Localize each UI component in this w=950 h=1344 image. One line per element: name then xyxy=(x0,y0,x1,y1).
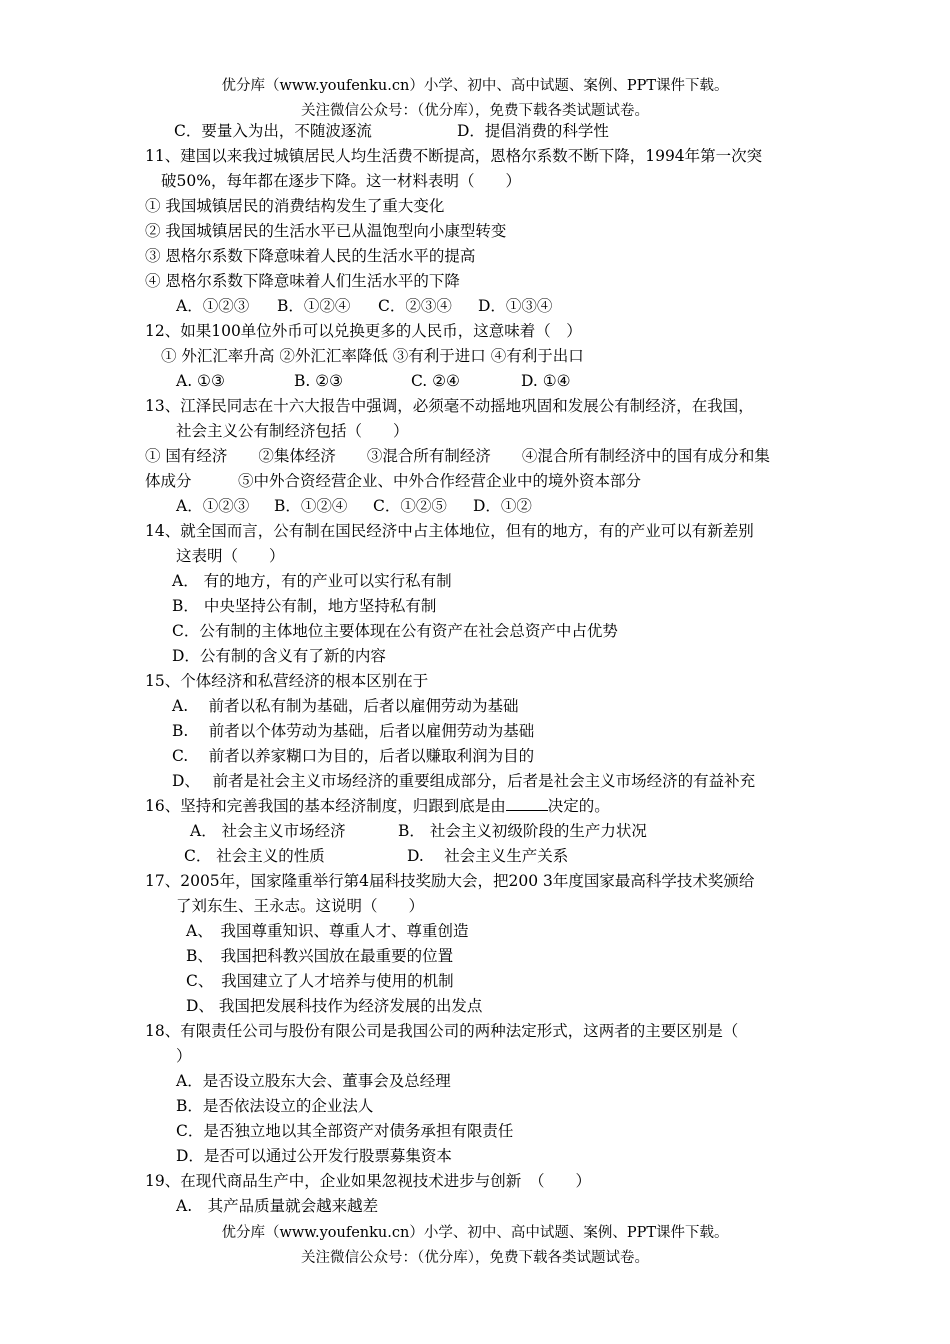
q13-items-2: 体成分 ⑤中外合资经营企业、中外合作经营企业中的境外资本部分 xyxy=(145,472,642,490)
header-line-1: 优分库（www.youfenku.cn）小学、初中、高中试题、案例、PPT课件下载。 xyxy=(221,78,729,94)
q16-stem-post: 决定的。 xyxy=(547,797,610,815)
q15-option-d: D、 前者是社会主义市场经济的重要组成部分，后者是社会主义市场经济的有益补充 xyxy=(172,772,756,790)
q11-stem-1: 11、建国以来我过城镇居民人均生活费不断提高，恩格尔系数不断下降，1994年第一次突 xyxy=(145,147,763,165)
header-line-2: 关注微信公众号：（优分库），免费下载各类试题试卷。 xyxy=(301,103,649,119)
q19-stem: 19、在现代商品生产中，企业如果忽视技术进步与创新 （ ） xyxy=(145,1172,591,1190)
q18-option-b: B．是否依法设立的企业法人 xyxy=(176,1097,374,1115)
q16-stem xyxy=(145,796,610,816)
q13-stem-2: 社会主义公有制经济包括（ ） xyxy=(176,422,409,440)
q18-option-c: C．是否独立地以其全部资产对债务承担有限责任 xyxy=(176,1122,514,1140)
q18-option-d: D．是否可以通过公开发行股票募集资本 xyxy=(176,1147,452,1165)
footer-line-1: 优分库（www.youfenku.cn）小学、初中、高中试题、案例、PPT课件下载。 xyxy=(221,1225,729,1241)
q12-option-d: D. ①④ xyxy=(521,372,571,390)
q14-option-b: B． 中央坚持公有制，地方坚持私有制 xyxy=(172,597,437,615)
q14-stem-2: 这表明（ ） xyxy=(176,547,285,565)
q14-option-a: A． 有的地方，有的产业可以实行私有制 xyxy=(172,572,452,590)
q16-option-c: C． 社会主义的性质 xyxy=(184,847,325,865)
q11-statement-2: ② 我国城镇居民的生活水平已从温饱型向小康型转变 xyxy=(145,222,507,240)
q11-option-d: D．①③④ xyxy=(478,297,553,315)
q18-stem-1: 18、有限责任公司与股份有限公司是我国公司的两种法定形式，这两者的主要区别是（ xyxy=(145,1022,739,1040)
q14-option-c: C．公有制的主体地位主要体现在公有资产在社会总资产中占优势 xyxy=(172,622,618,640)
q13-option-c: C．①②⑤ xyxy=(373,497,447,515)
q15-option-b: B. 前者以个体劳动为基础，后者以雇佣劳动为基础 xyxy=(172,722,535,740)
q15-option-a: A. 前者以私有制为基础，后者以雇佣劳动为基础 xyxy=(172,697,519,715)
q11-statement-1: ① 我国城镇居民的消费结构发生了重大变化 xyxy=(145,197,445,215)
q13-items-1: ① 国有经济 ②集体经济 ③混合所有制经济 ④混合所有制经济中的国有成分和集 xyxy=(145,447,770,465)
q11-option-c: C．②③④ xyxy=(378,297,452,315)
q11-option-a: A．①②③ xyxy=(176,297,250,315)
q11-statement-4: ④ 恩格尔系数下降意味着人们生活水平的下降 xyxy=(145,272,460,290)
q15-option-c: C. 前者以养家糊口为目的，后者以赚取利润为目的 xyxy=(172,747,535,765)
q12-option-b: B. ②③ xyxy=(294,372,344,390)
q15-stem: 15、个体经济和私营经济的根本区别在于 xyxy=(145,672,429,690)
q13-option-d: D．①② xyxy=(473,497,532,515)
q17-option-d: D、 我国把发展科技作为经济发展的出发点 xyxy=(186,997,483,1015)
q11-statement-3: ③ 恩格尔系数下降意味着人民的生活水平的提高 xyxy=(145,247,476,265)
q11-option-b: B．①②④ xyxy=(277,297,351,315)
q17-stem-2: 了刘东生、王永志。这说明（ ） xyxy=(176,897,425,915)
q12-option-c: C. ②④ xyxy=(411,372,460,390)
q14-stem-1: 14、就全国而言，公有制在国民经济中占主体地位，但有的地方，有的产业可以有新差别 xyxy=(145,522,754,540)
q16-option-a: A． 社会主义市场经济 xyxy=(190,822,346,840)
q16-option-d: D. 社会主义生产关系 xyxy=(407,847,569,865)
q12-stem: 12、如果100单位外币可以兑换更多的人民币，这意味着（ ） xyxy=(145,322,582,340)
q11-stem-2: 破50%，每年都在逐步下降。这一材料表明（ ） xyxy=(161,172,521,190)
q13-option-a: A．①②③ xyxy=(176,497,250,515)
q14-option-d: D．公有制的含义有了新的内容 xyxy=(172,647,386,665)
q18-option-a: A．是否设立股东大会、董事会及总经理 xyxy=(176,1072,451,1090)
q10-option-c: C．要量入为出，不随波逐流 xyxy=(174,122,372,140)
q10-option-d: D．提倡消费的科学性 xyxy=(457,122,609,140)
q13-option-b: B．①②④ xyxy=(274,497,348,515)
fill-in-blank xyxy=(506,796,548,811)
q17-option-c: C、 我国建立了人才培养与使用的机制 xyxy=(186,972,454,990)
q18-stem-2: ） xyxy=(176,1047,192,1065)
q16-stem-pre: 16、坚持和完善我国的基本经济制度，归跟到底是由 xyxy=(145,797,506,815)
footer-line-2: 关注微信公众号：（优分库），免费下载各类试题试卷。 xyxy=(301,1250,649,1266)
q19-option-a: A. 其产品质量就会越来越差 xyxy=(176,1197,379,1215)
q13-stem-1: 13、江泽民同志在十六大报告中强调，必须毫不动摇地巩固和发展公有制经济，在我国， xyxy=(145,397,754,415)
q17-option-a: A、 我国尊重知识、尊重人才、尊重创造 xyxy=(186,922,469,940)
q17-stem-1: 17、2005年，国家隆重举行第4届科技奖励大会，把200 3年度国家最高科学技术奖颁给 xyxy=(145,872,755,890)
q12-items: ① 外汇汇率升高 ②外汇汇率降低 ③有利于进口 ④有利于出口 xyxy=(161,347,584,365)
q17-option-b: B、 我国把科教兴国放在最重要的位置 xyxy=(186,947,454,965)
q12-option-a: A. ①③ xyxy=(176,372,225,390)
q16-option-b: B． 社会主义初级阶段的生产力状况 xyxy=(398,822,647,840)
